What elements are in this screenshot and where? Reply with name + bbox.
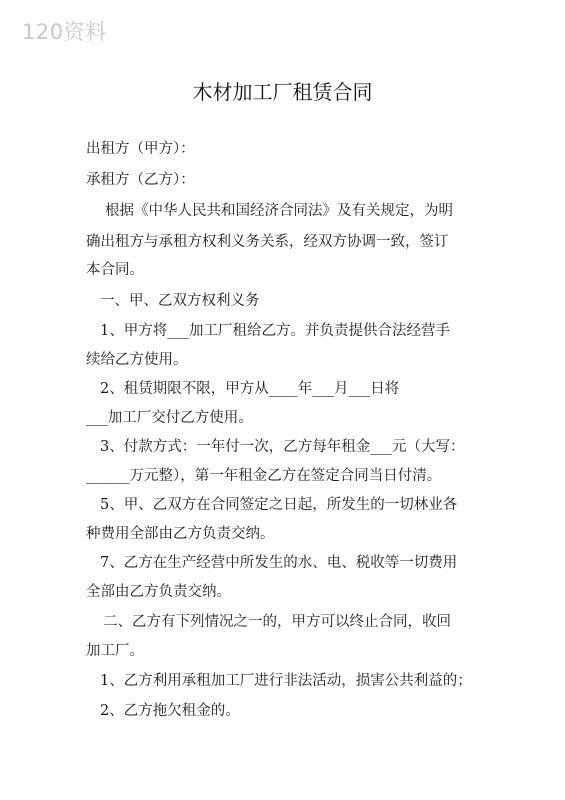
preamble-line-1: 根据《中华人民共和国经济合同法》及有关规定，为明 — [105, 203, 453, 219]
watermark-logo: 120资料 — [22, 20, 107, 44]
section-2-line-2: 加工厂。 — [86, 643, 144, 659]
document-title: 木材加工厂租赁合同 — [192, 80, 373, 104]
preamble-line-3: 本合同。 — [86, 262, 144, 278]
party-a-line: 出租方（甲方）： — [86, 141, 195, 157]
section-2-line-1: 二、乙方有下列情况之一的，甲方可以终止合同，收回 — [103, 614, 451, 630]
clause-3-line-2: ______万元整），第一年租金乙方在签定合同当日付清。 — [86, 468, 442, 484]
clause-7-line-2: 全部由乙方负责交纳。 — [86, 584, 231, 600]
party-b-line: 承租方（乙方）： — [86, 172, 195, 188]
clause-2-line-1: 2、租赁期限不限，甲方从____年___月___日将 — [100, 381, 400, 397]
section-1-heading: 一、甲、乙双方权利义务 — [100, 293, 260, 309]
clause-1-line-2: 续给乙方使用。 — [86, 352, 188, 368]
preamble-line-2: 确出租方与承租方权利义务关系，经双方协调一致，签订 — [86, 234, 449, 250]
clause-2-line-2: ___加工厂交付乙方使用。 — [86, 410, 253, 426]
section-2-item-1: 1、乙方利用承租加工厂进行非法活动，损害公共利益的； — [100, 673, 472, 689]
clause-5-line-1: 5、甲、乙双方在合同签定之日起，所发生的一切林业各 — [100, 497, 458, 513]
clause-5-line-2: 种费用全部由乙方负责交纳。 — [86, 526, 275, 542]
section-2-item-2: 2、乙方拖欠租金的。 — [100, 703, 240, 719]
clause-3-line-1: 3、付款方式：一年付一次，乙方每年租金___元（大写： — [100, 439, 465, 455]
clause-1-line-1: 1、甲方将___加工厂租给乙方。并负责提供合法经营手 — [100, 323, 450, 339]
clause-7-line-1: 7、乙方在生产经营中所发生的水、电、税收等一切费用 — [100, 555, 458, 571]
